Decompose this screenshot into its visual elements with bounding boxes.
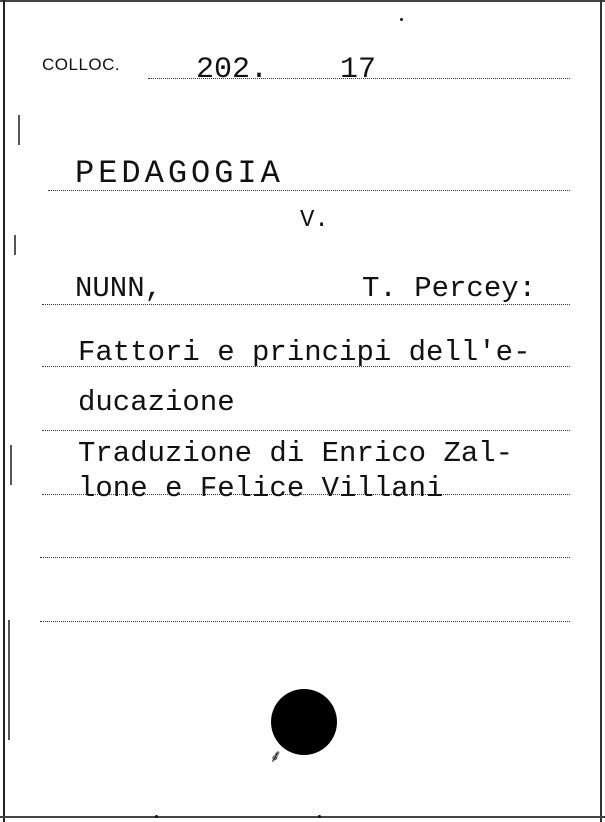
scratch-mark xyxy=(8,620,10,740)
ink-speck xyxy=(400,18,403,21)
card-edge-top xyxy=(0,0,605,2)
card-edge-left xyxy=(3,0,5,822)
blank-dotted-line xyxy=(40,621,570,622)
blank-dotted-line xyxy=(40,557,570,558)
translator-line-2: lone e Felice Villani xyxy=(78,472,444,505)
translator-dotted-line xyxy=(42,430,570,431)
scratch-mark xyxy=(10,445,12,485)
subject-reference: V. xyxy=(300,207,329,234)
author-given-name: T. Percey: xyxy=(362,272,537,305)
scratch-mark xyxy=(18,115,20,145)
scratch-mark xyxy=(14,235,16,255)
card-edge-right xyxy=(600,0,602,822)
colloc-class: 202. xyxy=(196,53,269,87)
translator-line-1: Traduzione di Enrico Zal- xyxy=(78,437,514,470)
title-line-2: ducazione xyxy=(78,386,235,419)
colloc-number: 17 xyxy=(340,53,377,87)
ink-speck xyxy=(155,815,158,818)
title-line-1: Fattori e principi dell'e- xyxy=(78,336,531,369)
subject-heading: PEDAGOGIA xyxy=(75,155,284,192)
author-surname: NUNN, xyxy=(75,272,163,305)
colloc-label: COLLOC. xyxy=(42,55,121,74)
hole-tear-mark-icon: ⸙ xyxy=(269,746,283,767)
ink-speck xyxy=(318,815,321,818)
card-edge-bottom xyxy=(0,816,605,818)
